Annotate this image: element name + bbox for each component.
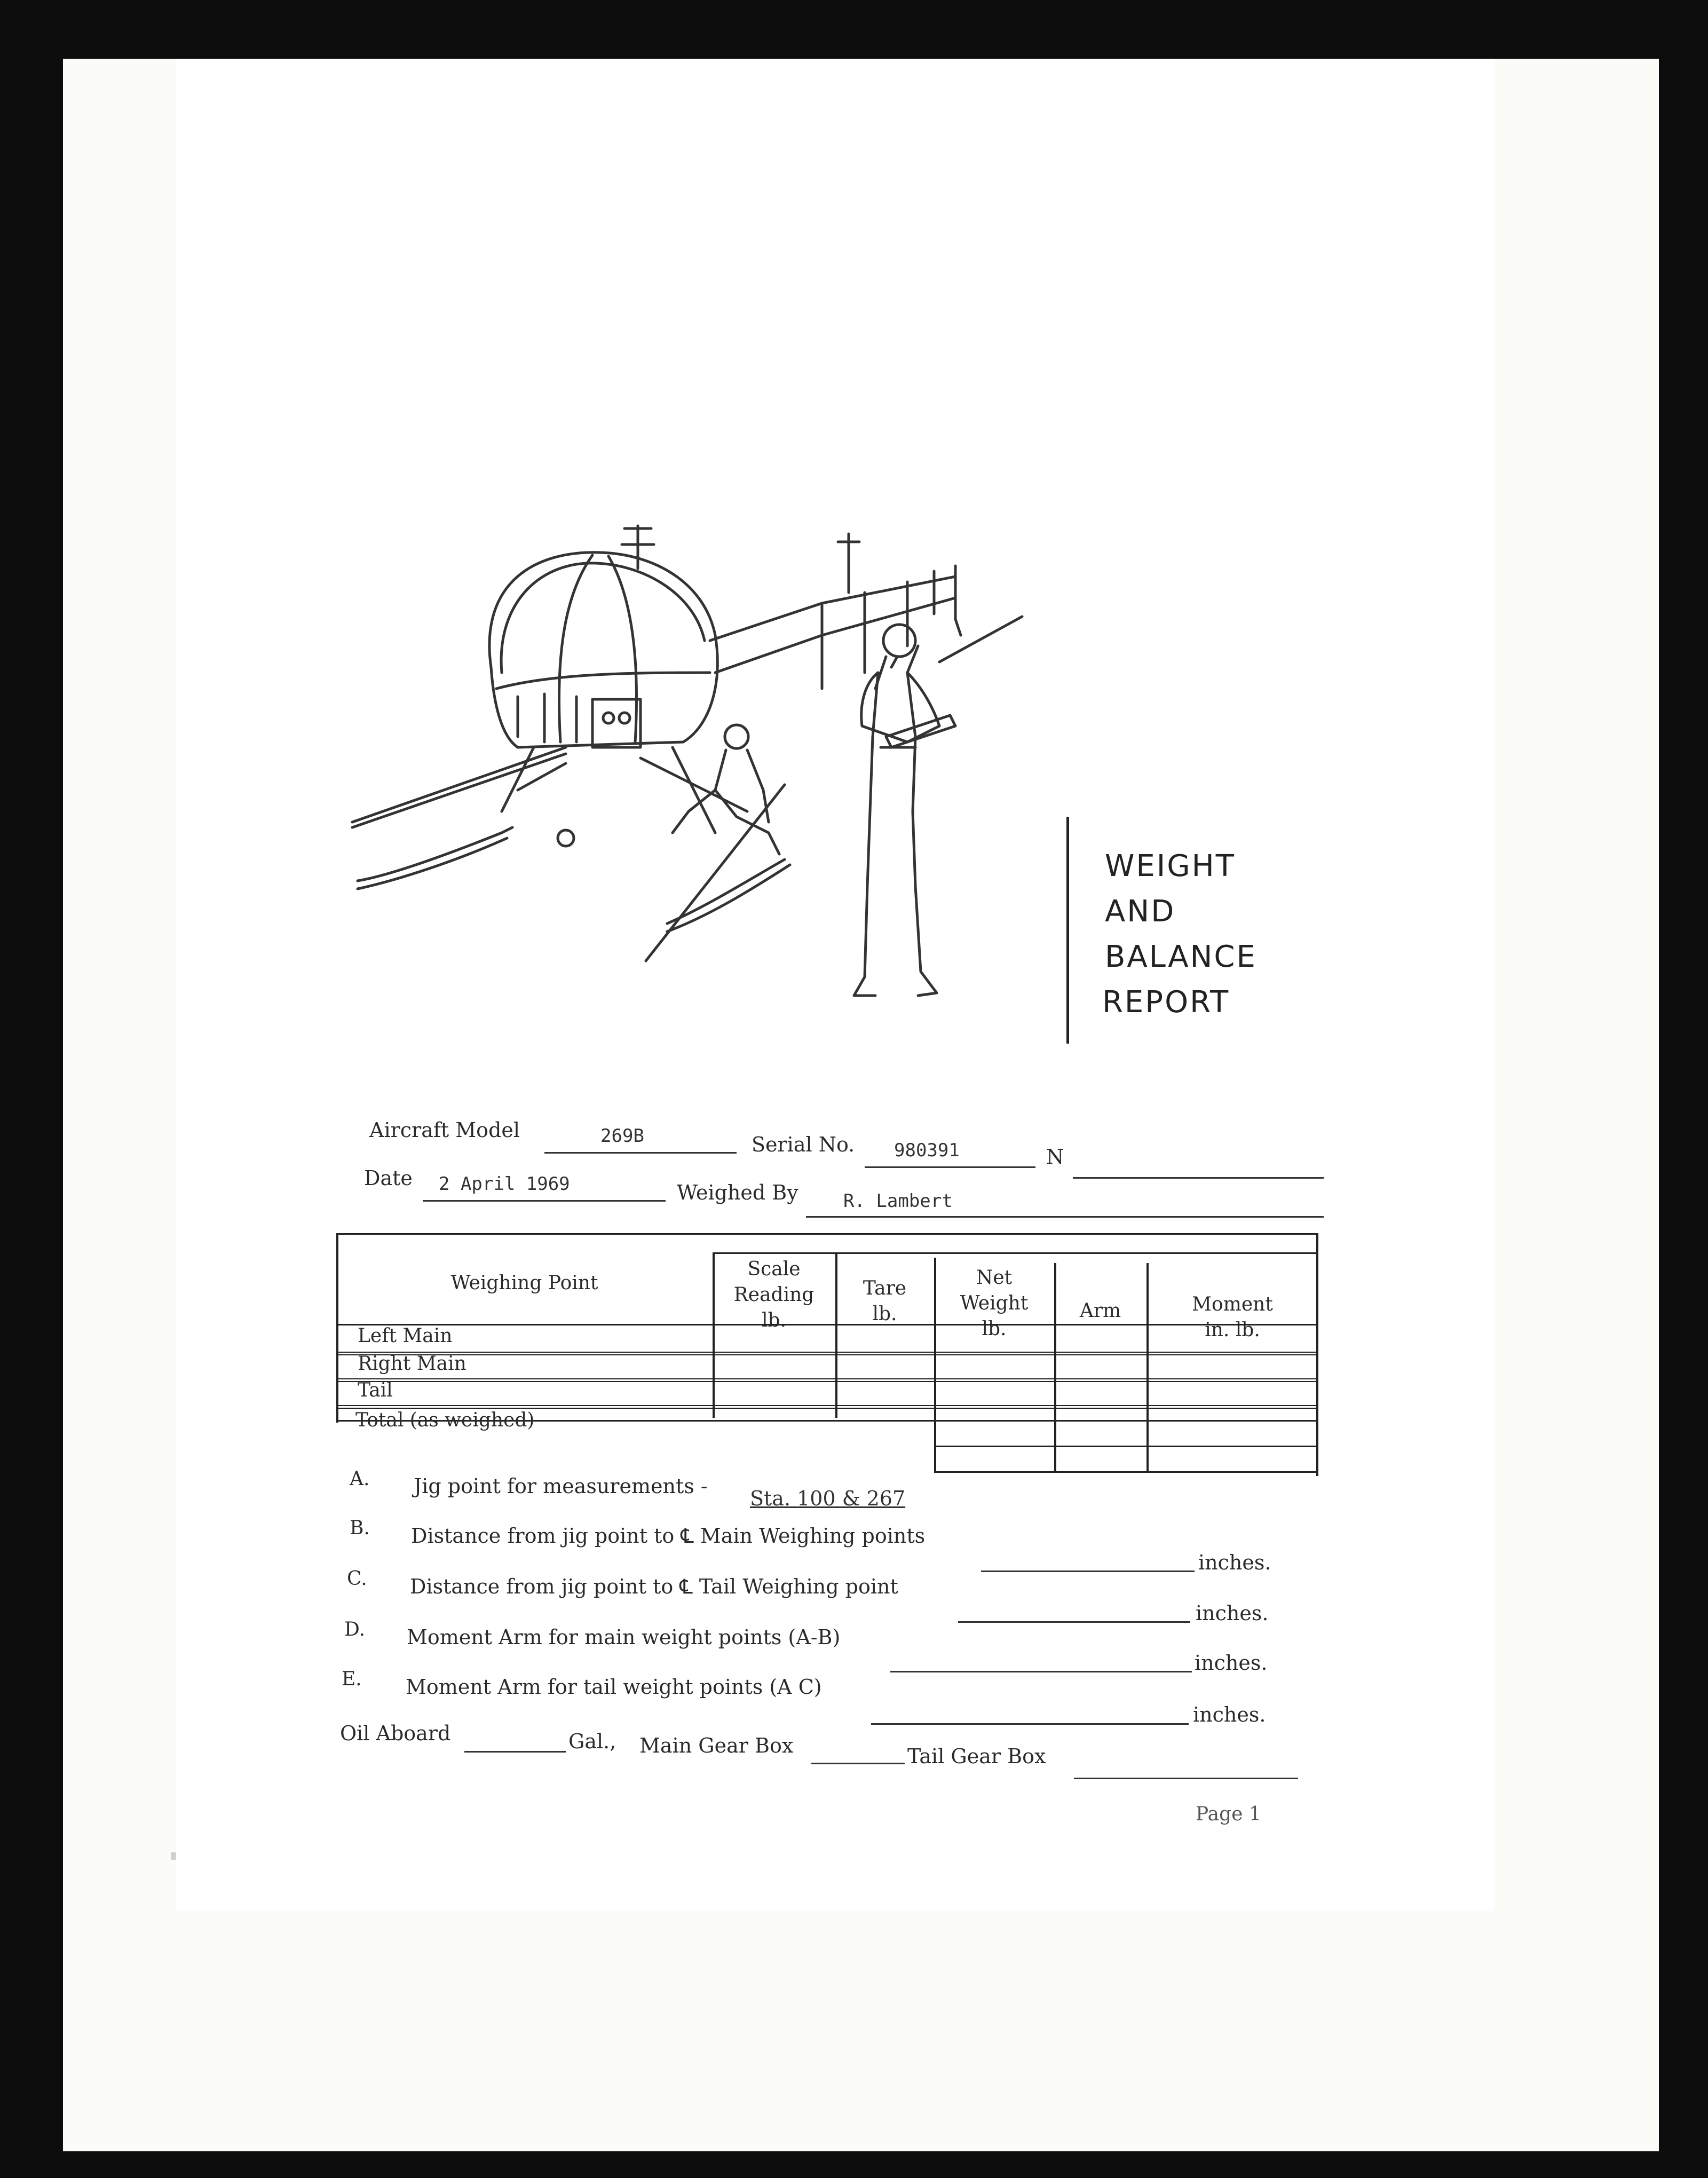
header-moment-line-1: Moment: [1192, 1293, 1273, 1315]
oil-gal-label: Gal.,: [568, 1730, 616, 1753]
item-b-unit: inches.: [1198, 1551, 1271, 1574]
title-line-4: REPORT: [1102, 985, 1230, 1020]
item-d-text: Moment Arm for main weight points (A-B): [407, 1625, 841, 1649]
n-label: N: [1046, 1145, 1064, 1169]
item-e-text: Moment Arm for tail weight points (A C): [406, 1675, 822, 1699]
table-top-border: [336, 1233, 1318, 1235]
header-tare: [835, 1276, 934, 1327]
header-net-line-1: Net: [976, 1267, 1013, 1289]
main-gear-box-line: [811, 1763, 905, 1764]
header-scale-line-2: Reading: [733, 1284, 815, 1306]
row-label-left-main: Left Main: [358, 1325, 453, 1347]
row-line-3: [336, 1405, 1318, 1409]
date-line: [423, 1200, 666, 1202]
item-b-line: [981, 1571, 1195, 1572]
title-line-3: BALANCE: [1105, 940, 1257, 974]
weighed-by-value: R. Lambert: [843, 1190, 953, 1212]
weighed-by-line: [806, 1216, 1324, 1218]
page-number: Page 1: [1196, 1803, 1261, 1825]
table-left-border: [336, 1233, 338, 1423]
item-e-letter: E.: [342, 1668, 362, 1690]
row-line-total: [934, 1446, 1318, 1447]
table-bottom-border: [934, 1471, 1318, 1473]
col-divider-4: [1054, 1263, 1056, 1471]
serial-label: Serial No.: [752, 1133, 855, 1156]
item-a-value: Sta. 100 & 267: [750, 1487, 906, 1510]
tail-gear-box-line: [1074, 1778, 1298, 1779]
header-tare-line-2: lb.: [872, 1303, 897, 1325]
header-weighing-point: Weighing Point: [450, 1272, 598, 1294]
item-d-letter: D.: [344, 1619, 366, 1640]
item-c-letter: C.: [347, 1568, 367, 1590]
oil-aboard-label: Oil Aboard: [340, 1722, 451, 1745]
item-b-letter: B.: [350, 1517, 370, 1539]
title-line-2: AND: [1105, 894, 1176, 929]
aircraft-model-value: 269B: [600, 1125, 644, 1147]
header-net-weight: [934, 1265, 1054, 1342]
header-tare-line-1: Tare: [863, 1277, 907, 1299]
item-d-unit: inches.: [1195, 1651, 1268, 1675]
item-a-text: Jig point for measurements -: [414, 1474, 708, 1498]
title-rule: [1066, 817, 1069, 1044]
row-line-1: [336, 1352, 1318, 1355]
header-net-line-3: lb.: [982, 1318, 1007, 1340]
n-line: [1073, 1177, 1324, 1179]
header-moment-line-2: in. lb.: [1205, 1319, 1260, 1341]
item-c-line: [958, 1621, 1190, 1623]
header-scale-line-3: lb.: [761, 1309, 786, 1331]
tail-gear-box-label: Tail Gear Box: [907, 1745, 1046, 1768]
table-top-border-right: [713, 1252, 1318, 1254]
title-line-1: WEIGHT: [1105, 849, 1236, 883]
row-label-tail: Tail: [358, 1379, 393, 1401]
item-b-text: Distance from jig point to ℄ Main Weighing points: [411, 1524, 926, 1548]
item-a-letter: A.: [350, 1468, 370, 1490]
aircraft-model-line: [544, 1152, 737, 1154]
serial-line: [865, 1166, 1035, 1168]
header-scale-reading: [713, 1257, 835, 1333]
row-label-right-main: Right Main: [358, 1353, 466, 1375]
header-arm: Arm: [1079, 1300, 1121, 1322]
weighing-table: [336, 1233, 1318, 1511]
oil-aboard-line: [464, 1751, 566, 1753]
row-line-2: [336, 1378, 1318, 1382]
header-scale-line-1: Scale: [747, 1258, 801, 1280]
item-c-unit: inches.: [1196, 1601, 1269, 1625]
row-line-header: [336, 1324, 1318, 1325]
date-value: 2 April 1969: [439, 1173, 570, 1195]
item-e-line: [871, 1723, 1189, 1725]
header-net-line-2: Weight: [960, 1292, 1029, 1314]
item-c-text: Distance from jig point to ℄ Tail Weighing point: [410, 1575, 898, 1598]
weighed-by-label: Weighed By: [677, 1181, 798, 1204]
item-d-line: [890, 1671, 1192, 1672]
header-moment: [1146, 1292, 1318, 1343]
serial-value: 980391: [894, 1140, 960, 1161]
aircraft-model-label: Aircraft Model: [369, 1118, 520, 1142]
main-gear-box-label: Main Gear Box: [639, 1734, 794, 1757]
helicopter-illustration: [342, 512, 1035, 1009]
row-label-total: Total (as weighed): [355, 1409, 535, 1431]
item-e-unit: inches.: [1193, 1703, 1266, 1726]
date-label: Date: [364, 1166, 413, 1190]
